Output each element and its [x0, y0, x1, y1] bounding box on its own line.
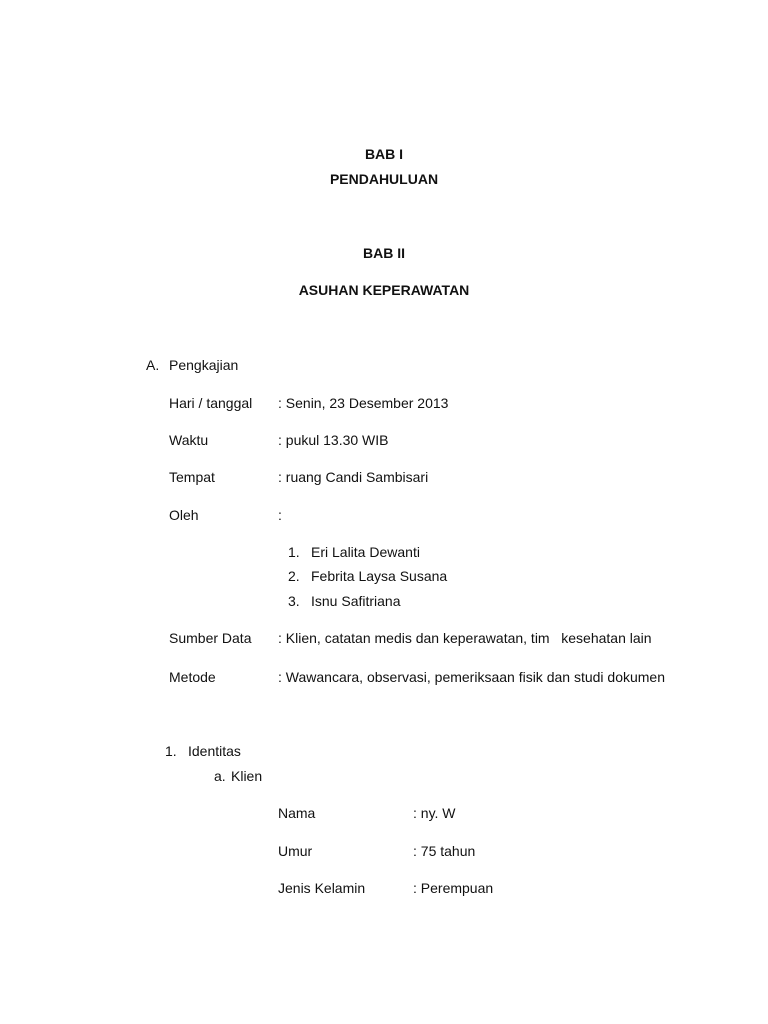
examiner-name: Isnu Safitriana: [311, 593, 401, 609]
klien-marker: a.: [214, 768, 226, 784]
examiner-number: 2.: [288, 568, 300, 584]
field-label-oleh: Oleh: [169, 507, 199, 523]
field-value-jenis-kelamin: : Perempuan: [413, 880, 494, 896]
field-value-waktu: : pukul 13.30 WIB: [278, 432, 389, 448]
field-label-hari-tanggal: Hari / tanggal: [169, 395, 253, 411]
chapter-1-title: PENDAHULUAN: [329, 171, 439, 187]
identitas-title: Identitas: [188, 743, 241, 759]
section-a-title: Pengkajian: [169, 357, 239, 373]
klien-title: Klien: [231, 768, 263, 784]
field-value-nama: : ny. W: [413, 805, 456, 821]
examiner-name: Eri Lalita Dewanti: [311, 544, 420, 560]
field-label-umur: Umur: [278, 843, 313, 859]
field-value-tempat: : ruang Candi Sambisari: [278, 469, 429, 485]
field-label-tempat: Tempat: [169, 469, 215, 485]
examiner-number: 1.: [288, 544, 300, 560]
field-value-metode: : Wawancara, observasi, pemeriksaan fisik dan studi dokumen: [278, 669, 665, 685]
section-a-marker: A.: [146, 357, 160, 373]
field-label-sumber-data: Sumber Data: [169, 630, 252, 646]
field-label-metode: Metode: [169, 669, 216, 685]
field-value-hari-tanggal: : Senin, 23 Desember 2013: [278, 395, 449, 411]
examiner-name: Febrita Laysa Susana: [311, 568, 448, 584]
field-label-waktu: Waktu: [169, 432, 209, 448]
chapter-2-heading: BAB II: [363, 245, 405, 261]
field-label-jenis-kelamin: Jenis Kelamin: [278, 880, 366, 896]
examiner-number: 3.: [288, 593, 300, 609]
field-value-oleh: :: [278, 507, 282, 523]
field-value-sumber-data: : Klien, catatan medis dan keperawatan, tim kesehatan lain: [278, 630, 652, 646]
chapter-1-heading: BAB I: [364, 146, 404, 162]
chapter-2-title: ASUHAN KEPERAWATAN: [298, 282, 470, 298]
identitas-marker: 1.: [165, 743, 177, 759]
field-label-nama: Nama: [278, 805, 316, 821]
field-value-umur: : 75 tahun: [413, 843, 476, 859]
